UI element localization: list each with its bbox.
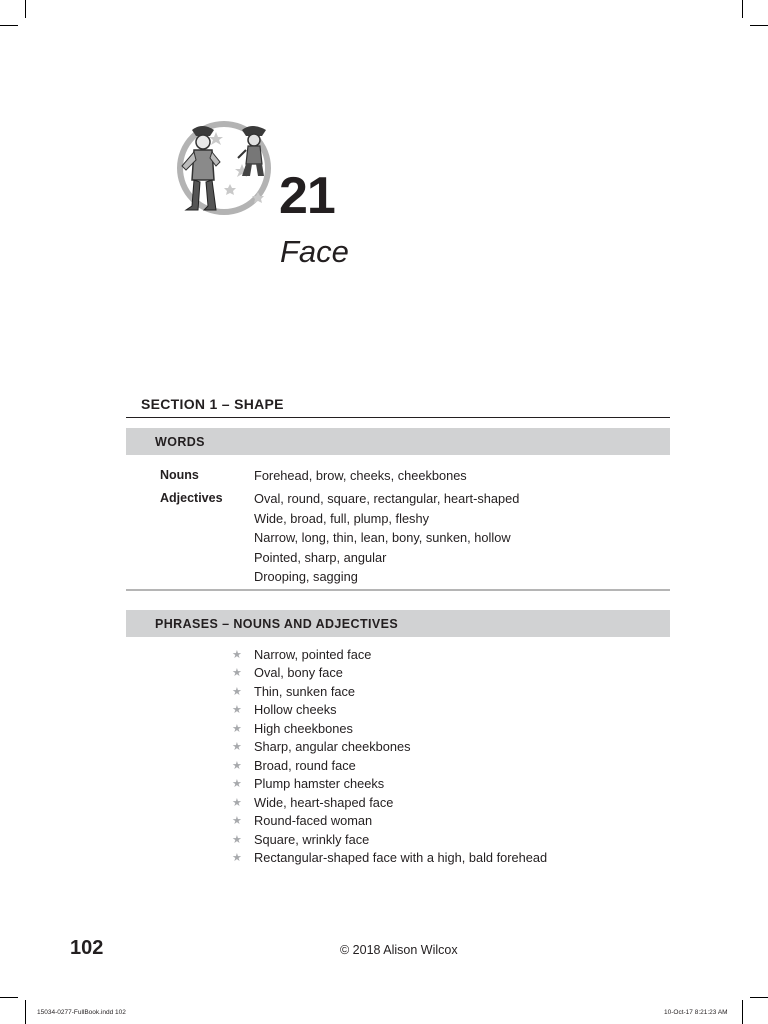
star-bullet-icon: ★ <box>232 815 242 828</box>
adjectives-line: Wide, broad, full, plump, fleshy <box>254 510 429 526</box>
list-item-text: Narrow, pointed face <box>254 646 372 662</box>
phrases-list <box>232 645 547 867</box>
list-item-text: High cheekbones <box>254 720 353 736</box>
list-item-text: Sharp, angular cheekbones <box>254 739 411 755</box>
list-item <box>232 775 547 794</box>
list-item-text: Hollow cheeks <box>254 702 337 718</box>
list-item-text: Plump hamster cheeks <box>254 776 385 792</box>
chapter-number: 21 <box>279 167 335 225</box>
adjectives-line: Narrow, long, thin, lean, bony, sunken, hollow <box>254 530 511 545</box>
star-bullet-icon: ★ <box>232 741 242 754</box>
adjectives-label: Adjectives <box>160 491 223 505</box>
list-item-text: Broad, round face <box>254 757 356 773</box>
pirate-and-parrot-illustration-icon <box>172 118 276 222</box>
list-item-text: Round-faced woman <box>254 813 373 829</box>
crop-mark-top-left-h <box>0 25 18 26</box>
adjectives-line: Oval, round, square, rectangular, heart-shaped <box>254 491 520 506</box>
star-bullet-icon: ★ <box>232 704 242 717</box>
crop-mark-bottom-left-h <box>0 997 18 998</box>
star-bullet-icon: ★ <box>232 778 242 791</box>
list-item-text: Square, wrinkly face <box>254 831 370 847</box>
crop-mark-bottom-right <box>742 1000 743 1024</box>
list-item <box>232 812 547 831</box>
star-bullet-icon: ★ <box>232 648 242 661</box>
star-bullet-icon: ★ <box>232 722 242 735</box>
star-bullet-icon: ★ <box>232 833 242 846</box>
list-item <box>232 682 547 701</box>
list-item <box>232 719 547 738</box>
list-item-text: Rectangular-shaped face with a high, bald forehead <box>254 850 548 866</box>
list-item <box>232 645 547 664</box>
list-item-text: Oval, bony face <box>254 665 343 681</box>
words-heading-bar <box>126 428 670 455</box>
list-item <box>232 849 547 868</box>
nouns-label: Nouns <box>160 468 199 482</box>
list-item <box>232 830 547 849</box>
section-title: SECTION 1 – SHAPE <box>141 396 284 412</box>
phrases-heading-bar <box>126 610 670 637</box>
star-bullet-icon: ★ <box>232 796 242 809</box>
crop-mark-top-right <box>742 0 743 18</box>
list-item-text: Wide, heart-shaped face <box>254 794 394 810</box>
section-rule <box>126 417 670 418</box>
slug-left: 15034-0277-FullBook.indd 102 <box>37 1009 126 1016</box>
star-bullet-icon: ★ <box>232 759 242 772</box>
crop-mark-bottom-right-h <box>750 997 768 998</box>
list-item <box>232 701 547 720</box>
slug-right: 10-Oct-17 8:21:23 AM <box>664 1009 728 1016</box>
list-item <box>232 738 547 757</box>
star-bullet-icon: ★ <box>232 852 242 865</box>
chapter-title: Face <box>280 234 349 269</box>
crop-mark-top-left <box>25 0 26 18</box>
list-item-text: Thin, sunken face <box>254 683 356 699</box>
list-item <box>232 793 547 812</box>
star-bullet-icon: ★ <box>232 685 242 698</box>
nouns-text: Forehead, brow, cheeks, cheekbones <box>254 468 467 483</box>
crop-mark-bottom-left <box>25 1000 26 1024</box>
adjectives-line: Drooping, sagging <box>254 569 358 584</box>
star-bullet-icon: ★ <box>232 667 242 680</box>
adjectives-line: Pointed, sharp, angular <box>254 549 387 565</box>
phrases-heading: PHRASES – NOUNS AND ADJECTIVES <box>155 617 399 631</box>
crop-mark-top-right-h <box>750 25 768 26</box>
list-item <box>232 664 547 683</box>
page-number: 102 <box>70 937 104 959</box>
copyright: © 2018 Alison Wilcox <box>340 943 458 957</box>
list-item <box>232 756 547 775</box>
words-heading: WORDS <box>155 435 205 449</box>
words-bottom-rule <box>126 589 670 591</box>
